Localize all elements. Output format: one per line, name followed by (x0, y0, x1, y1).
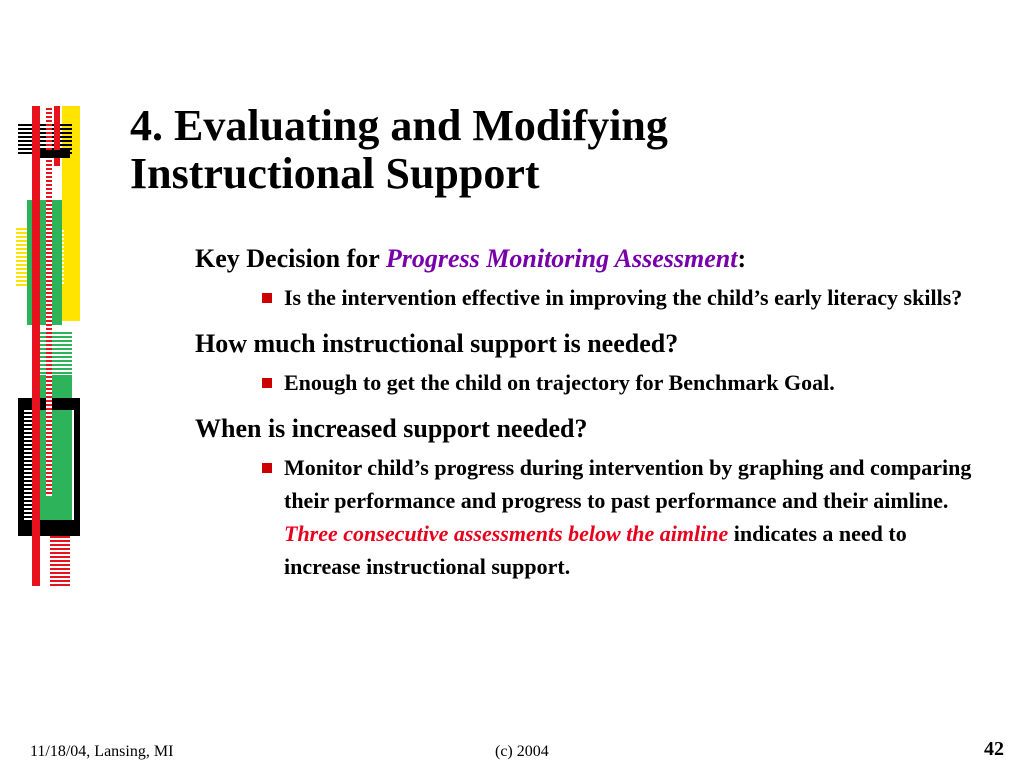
slide-body (195, 243, 995, 583)
section-heading-how-much: How much instructional support is needed? (195, 329, 679, 358)
footer-copyright: (c) 2004 (495, 743, 549, 760)
footer-date-location: 11/18/04, Lansing, MI (30, 743, 174, 760)
bullet-monitor-progress (195, 451, 984, 583)
bullet-text: Is the intervention effective in improving the child’s early literacy skills? (284, 285, 963, 310)
slide-title (130, 102, 990, 198)
heading-prefix: Key Decision for (195, 244, 386, 273)
section-heading-when-increased: When is increased support needed? (195, 414, 588, 443)
bullet-text-end: indicates a need to increase instructional support. (284, 521, 907, 579)
square-bullet-icon (262, 463, 272, 473)
title-line-1: 4. Evaluating and Modifying (130, 101, 668, 150)
bullet-enough-support (195, 366, 984, 399)
title-line-2: Instructional Support (130, 149, 540, 198)
page-number: 42 (984, 738, 1004, 760)
bullet-text: Monitor child’s progress during intervention by graphing and comparing their performance and progress to past performance and their aimline. (284, 455, 972, 513)
section-heading-key-decision (195, 243, 995, 275)
bullet-text: Enough to get the child on trajectory for Benchmark Goal. (284, 370, 835, 395)
heading-suffix: : (737, 244, 747, 273)
bullet-emphasis-three-consecutive: Three consecutive assessments below the aimline (284, 521, 729, 546)
bullet-intervention-effective (195, 281, 984, 314)
square-bullet-icon (262, 378, 272, 388)
heading-emphasis-progress-monitoring: Progress Monitoring Assessment (385, 244, 738, 273)
square-bullet-icon (262, 293, 272, 303)
decorative-bar-graphic (0, 0, 90, 600)
